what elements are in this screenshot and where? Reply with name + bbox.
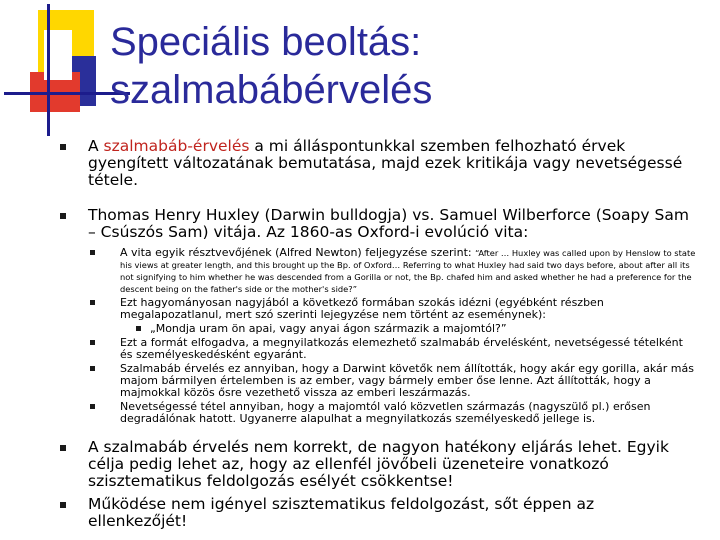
bullet-4 — [56, 496, 696, 530]
bullet-1-text: a mi álláspontunkkal szemben felhozható érvek gyengített változatának bemutatása, majd ezek kritikája vagy nevetségessé tétele. — [88, 137, 683, 189]
bullet-4-text: Működése nem igényel szisztematikus feldolgozást, sőt éppen az ellenkezőjét! — [88, 495, 595, 530]
bullet-3-text: A szalmabáb érvelés nem korrekt, de nagyon hatékony eljárás lehet. Egyik célja pedig lehet az, hogy az ellenfél jövőbeli üzeneteire vonatkozó szisztematikus feldolgozás esélyét csökkentse! — [88, 438, 669, 490]
sub-bullet-1-quote: “After … Huxley was called upon by Henslow to state his views at greater length, and this brought up the Bp. of Oxford… Referring to what Huxley had said two days before, about after all its not signifying to him whether he was descended from a Gorilla or not, the Bp. chafed him and asked whether he had a preference for the descent being on the father's side or the mother's side?” — [120, 248, 696, 294]
sub-bullet-5-text: Nevetségessé tétel annyiban, hogy a majomtól való közvetlen származás (nagyszülő pl.) erősen degradálónak hatott. Ugyanerre alapulhat a megnyilatkozás személyeskedő jellege is. — [120, 400, 651, 425]
bullet-list — [56, 138, 696, 530]
sub-bullet-3 — [56, 337, 696, 361]
sub-bullet-5 — [56, 401, 696, 425]
sub-bullet-1-lead: A vita egyik résztvevőjének (Alfred Newton) feljegyzése szerint: — [120, 246, 476, 259]
sub-bullet-marker-icon — [90, 300, 95, 305]
title-line-1: Speciális beoltás: — [110, 20, 422, 64]
sub-bullet-4 — [56, 363, 696, 399]
sub-bullet-marker-icon — [90, 340, 95, 345]
sub-bullet-4-text: Szalmabáb érvelés ez annyiban, hogy a Darwint követők nem állították, hogy akár egy gorilla, akár más majom bármilyen értelemben is az ember, vagy bármely ember őse lenne. Azt állították, hogy a majmokkal közös ősre vezethető vissza az emberi leszármazás. — [120, 362, 694, 399]
sub-bullet-marker-icon — [90, 404, 95, 409]
bullet-marker-icon — [60, 213, 66, 219]
bullet-marker-icon — [60, 445, 66, 451]
bullet-marker-icon — [60, 144, 66, 150]
sub-bullet-marker-icon — [90, 250, 95, 255]
bullet-2 — [56, 207, 696, 241]
sub-bullet-3-text: Ezt a formát elfogadva, a megnyilatkozás elemezhető szalmabáb érvelésként, nevetségessé tételként és személyeskedésként egyaránt. — [120, 336, 683, 361]
sub-bullet-marker-icon — [90, 366, 95, 371]
bullet-2-text: Thomas Henry Huxley (Darwin bulldogja) vs. Samuel Wilberforce (Soapy Sam – Csúszós Sam) vitája. Az 1860-as Oxford-i evolúció vita: — [88, 206, 689, 241]
bullet-3 — [56, 439, 696, 490]
decoration-vertical-line — [47, 4, 50, 136]
bullet-1 — [56, 138, 696, 189]
sub-sub-bullet-1-text: „Mondja uram ön apai, vagy anyai ágon származik a majomtól?” — [150, 322, 507, 335]
sub-bullet-2 — [56, 297, 696, 321]
title-line-2: szalmabábérvelés — [110, 68, 433, 112]
slide-title — [110, 18, 670, 114]
sub-bullet-2-text: Ezt hagyományosan nagyjából a következő formában szokás idézni (egyébként részben megalapozatlanul, mert szó szerinti lejegyzése nem történt az eseménynek): — [120, 296, 604, 321]
bullet-1-highlight: szalmabáb-érvelés — [103, 137, 250, 155]
sub-bullet-1 — [56, 247, 696, 295]
sub-sub-bullet-marker-icon — [136, 326, 141, 331]
sub-sub-bullet-1 — [56, 323, 696, 335]
bullet-1-prefix: A — [88, 137, 104, 155]
bullet-marker-icon — [60, 502, 66, 508]
